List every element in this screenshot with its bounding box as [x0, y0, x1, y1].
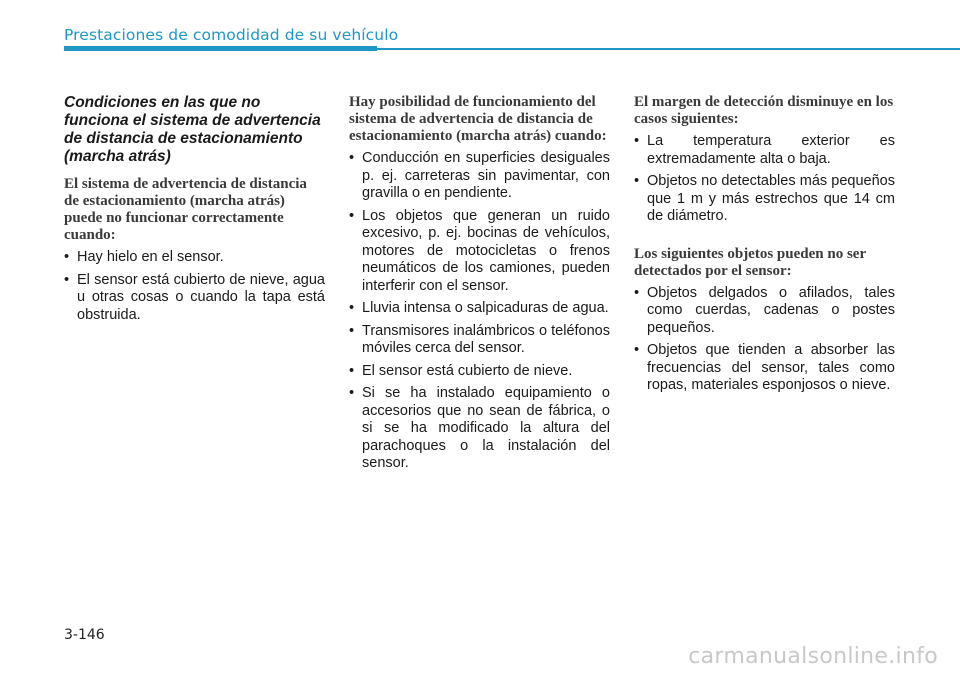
section-title: Prestaciones de comodidad de su vehículo: [64, 26, 399, 44]
list-item: • Transmisores inalámbricos o teléfonos móviles cerca del sensor.: [349, 323, 610, 358]
possible-malfunction-heading: Hay posibilidad de funcionamiento del sistema de advertencia de distancia de estacionamiento (marcha atrás) cuando:: [349, 94, 607, 144]
list-item: • El sensor está cubierto de nieve, agua u otras cosas o cuando la tapa está obstruida.: [64, 272, 325, 325]
list-item: • Si se ha instalado equipamiento o accesorios que no sean de fábrica, o si se ha modificado la altura del parachoques o la instalación del sensor.: [349, 385, 610, 473]
list-item: • Lluvia intensa o salpicaduras de agua.: [349, 300, 610, 318]
watermark: carmanualsonline.info: [688, 644, 938, 669]
detection-range-list: [634, 133, 895, 226]
column-2: [349, 94, 610, 478]
list-item: • Objetos delgados o afilados, tales como cuerdas, cadenas o postes pequeños.: [634, 285, 895, 338]
possible-malfunction-list: [349, 150, 610, 473]
header-rule: [377, 48, 960, 50]
malfunction-list: [64, 249, 325, 324]
column-1: [64, 94, 325, 329]
detection-range-heading: El margen de detección disminuye en los casos siguientes:: [634, 94, 894, 127]
header-accent-bar: [64, 46, 377, 51]
page-number: 3-146: [64, 627, 105, 643]
list-item: • Objetos que tienden a absorber las frecuencias del sensor, tales como ropas, materiales esponjosos o nieve.: [634, 342, 895, 395]
list-item: • Hay hielo en el sensor.: [64, 249, 325, 267]
list-item: • Conducción en superficies desiguales p. ej. carreteras sin pavimentar, con gravilla o en pendiente.: [349, 150, 610, 203]
undetected-objects-heading: Los siguientes objetos pueden no ser detectados por el sensor:: [634, 245, 866, 279]
malfunction-heading: El sistema de advertencia de distancia de estacionamiento (marcha atrás) puede no funcionar correctamente cuando:: [64, 176, 307, 243]
list-item: • Objetos no detectables más pequeños que 1 m y más estrechos que 14 cm de diámetro.: [634, 173, 895, 226]
list-item: • Los objetos que generan un ruido excesivo, p. ej. bocinas de vehículos, motores de motocicletas o frenos neumáticos de los camiones, pueden interferir con el sensor.: [349, 208, 610, 296]
list-item: • La temperatura exterior es extremadamente alta o baja.: [634, 133, 895, 168]
list-item: • El sensor está cubierto de nieve.: [349, 363, 610, 381]
conditions-title: Condiciones en las que no funciona el sistema de advertencia de distancia de estacionamiento (marcha atrás): [64, 94, 321, 165]
column-3: [634, 94, 895, 400]
undetected-objects-list: [634, 285, 895, 395]
